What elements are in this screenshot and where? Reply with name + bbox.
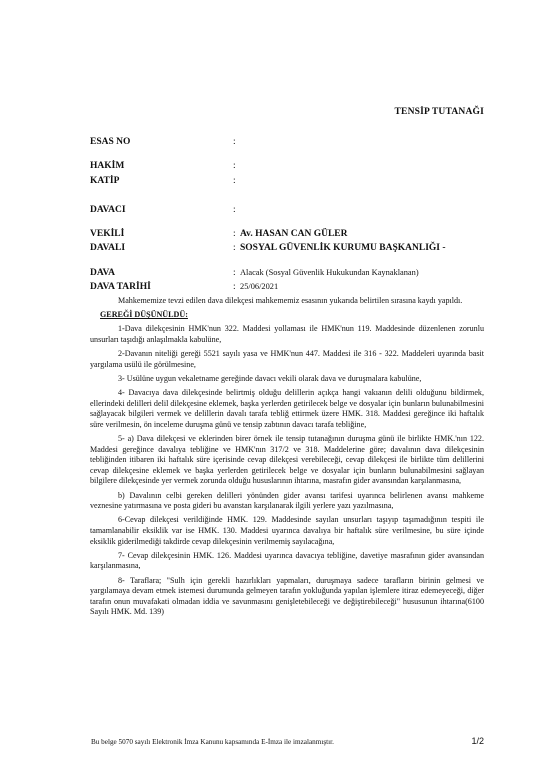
page-number: 1/2 xyxy=(471,736,484,746)
field-value-vekili: Av. HASAN CAN GÜLER xyxy=(240,229,348,239)
field-value-davali: SOSYAL GÜVENLİK KURUMU BAŞKANLIĞI - xyxy=(240,243,446,253)
field-value-dava: Alacak (Sosyal Güvenlik Hukukundan Kaynaklanan) xyxy=(240,268,419,277)
field-label-dava-tarihi: DAVA TARİHİ xyxy=(90,282,151,292)
document-body xyxy=(90,296,484,622)
paragraph-3: 3- Usülüne uygun vekaletname gereğinde davacı vekili olarak dava ve duruşmalara kabulüne, xyxy=(118,373,422,383)
paragraph-4: 4- Davacıya dava dilekçesinde belirtmiş olduğu delillerin açıkça hangi vakıanın delili olduğunu bildirmek, ellerindeki delilleri delil dilekçesine eklemek, başka yerlerden getirilecek belge ve dosyalar için bunların bulunabilmesini sağlayacak bilgileri vermek ve delillerin davalı tarafa tebliğ ettirmek üzere HMK. 318. Maddesi gereğince iki haftalık süre verilmesin, ön inceleme duruşma günü ve tensip zabtının davacı tarafa tebliğine, xyxy=(90,388,484,429)
document-title: TENSİP TUTANAĞI xyxy=(394,107,484,117)
field-colon-dava-tarihi: : xyxy=(233,282,236,292)
e-signature-footer: Bu belge 5070 sayılı Elektronik İmza Kanunu kapsamında E-İmza ile imzalanmıştır. xyxy=(91,738,334,746)
paragraph-6: 6-Cevap dilekçesi verildiğinde HMK. 129. Maddesinde sayılan unsurları taşıyıp taşımadığının tespiti ile tamamlanabilir eksiklik var ise HMK. 130. Maddesi uyarınca davalıya bir haftalık süre verilmesine, bu süre içinde eksiklik giderilmediği takdirde cevap dilekçesinin verilmemiş sayılacağına, xyxy=(90,515,484,546)
field-colon-davali: : xyxy=(233,243,236,253)
field-label-dava: DAVA xyxy=(90,268,115,278)
field-label-vekili: VEKİLİ xyxy=(90,229,125,239)
paragraph-5a: 5- a) Dava dilekçesi ve eklerinden birer örnek ile tensip tutanağının duruşma günü ile birlikte HMK.'nın 122. Maddesi gereğince davalıya tebliğine ve HMK'nın 317/2 ve 318. Maddelerine göre; davalının dava dilekçesinin tebliğinden itibaren iki haftalık süre içerisinde cevap dilekçesi verebileceği, cevap dilekçesi ile birlikte tüm delillerini cevap dilekçesine eklemek ve başka yerlerden getirilecek belge ve dosyalar için bunların bulunabilmesini sağlayan bilgilere dilekçesinde yer vermek zorunda olduğu hususlarının ihtarına, masrafın gider avansından karşılanmasına, xyxy=(90,434,484,486)
paragraph-1: 1-Dava dilekçesinin HMK'nun 322. Maddesi yollaması ile HMK'nun 119. Maddesinde düzenlenen zorunlu unsurları taşıdığı anlaşılmakla kabulüne, xyxy=(90,324,484,344)
section-heading: GEREĞİ DÜŞÜNÜLDÜ: xyxy=(100,310,188,320)
paragraph-7: 7- Cevap dilekçesinin HMK. 126. Maddesi uyarınca davacıya tebliğine, davetiye masrafının gider avansından karşılanmasına, xyxy=(90,550,484,571)
paragraph-2: 2-Davanın niteliği gereği 5521 sayılı yasa ve HMK'nun 447. Maddesi ile 316 - 322. Maddeleri uyarında basit yargılama usülü ile görülmesine, xyxy=(90,349,484,369)
paragraph-8: 8- Taraflara; "Sulh için gerekli hazırlıkları yapmaları, duruşmaya sadece tarafların birinin gelmesi ve yargılamaya devam etmek istemesi durumunda gelmeyen tarafın yokluğunda yapılan işlemlere itiraz edemeyeceği, diğer tarafın onun muvafakati olmadan iddia ve savunmasını genişletebileceği ve değiştirebileceği" hususunun ihtarına(6100 Sayılı HMK. Md. 139) xyxy=(90,575,484,617)
intro-paragraph: Mahkememize tevzi edilen dava dilekçesi mahkememiz esasının yukarıda belirtilen sırasına kaydı yapıldı. xyxy=(118,296,463,305)
paragraph-5b: b) Davalının celbi gereken delilleri yönünden gider avansı tarifesi uyarınca belirlenen avansı mahkeme veznesine yatırmasına ve posta gideri bu avanstan karşılanarak ilgili yerlere yazı yazılmasına, xyxy=(90,490,484,511)
field-label-davali: DAVALI xyxy=(90,243,126,253)
field-colon-katip: : xyxy=(233,176,236,186)
field-label-esas-no: ESAS NO xyxy=(90,137,131,147)
field-label-katip: KATİP xyxy=(90,176,120,186)
field-colon-hakim: : xyxy=(233,161,236,171)
field-value-dava-tarihi: 25/06/2021 xyxy=(240,282,279,291)
field-label-hakim: HAKİM xyxy=(90,161,125,171)
field-colon-esas-no: : xyxy=(233,137,236,147)
field-label-davaci: DAVACI xyxy=(90,205,126,215)
field-colon-dava: : xyxy=(233,268,236,278)
field-colon-davaci: : xyxy=(233,205,236,215)
field-colon-vekili: : xyxy=(233,229,236,239)
